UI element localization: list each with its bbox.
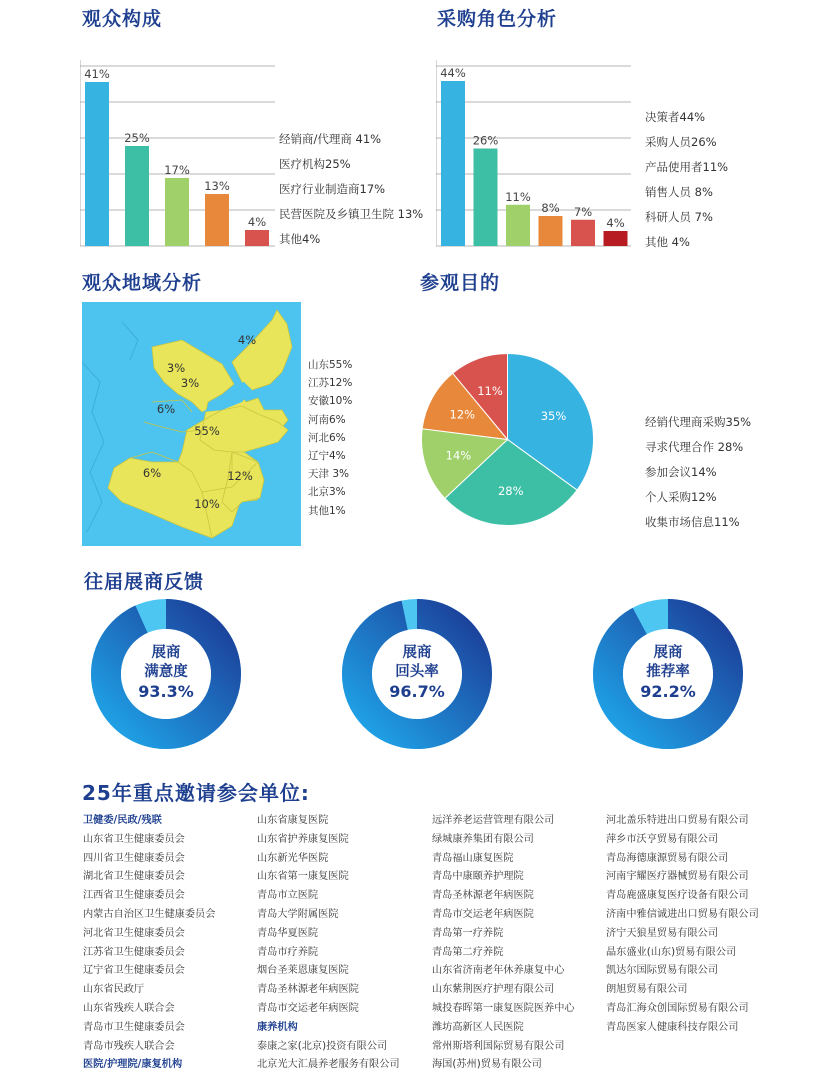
- map-region-label: 55%: [194, 424, 220, 438]
- region-legend-item: 安徽10%: [308, 395, 353, 408]
- region-legend-item: 河北6%: [308, 431, 346, 444]
- org-list-item: 常州斯塔利国际贸易有限公司: [432, 1040, 565, 1052]
- audience-bar-chart: [80, 40, 275, 250]
- org-list-item: 内蒙古自治区卫生健康委员会: [83, 908, 216, 920]
- org-list-item: 湖北省卫生健康委员会: [83, 871, 185, 883]
- recommend-rate-value: 92.2%: [640, 682, 696, 701]
- org-list-item: 山东新光华医院: [257, 852, 329, 864]
- return-rate-label: [362, 644, 472, 701]
- recommend-rate-line1: 展商: [653, 645, 683, 661]
- org-list-item: 烟台圣莱恩康复医院: [257, 965, 349, 977]
- buyer-legend-item: 科研人员 7%: [645, 210, 713, 224]
- audience-legend-item: 经销商/代理商 41%: [279, 132, 382, 146]
- org-list-item: 青岛市交运老年病医院: [257, 1002, 359, 1014]
- org-list-item: 青岛大学附属医院: [257, 908, 339, 920]
- audience-legend-item: 医疗机构25%: [279, 157, 351, 171]
- org-list-item: 泰康之家(北京)投资有限公司: [257, 1040, 388, 1052]
- org-list-item: 城投春晖第一康复医院医养中心: [432, 1002, 575, 1014]
- org-list-item: 青岛市疗养院: [257, 946, 319, 958]
- org-list-item: 青岛第一疗养院: [432, 927, 504, 939]
- buyer-bar-label: 44%: [440, 66, 466, 80]
- org-category-heading: 卫健委/民政/残联: [83, 815, 162, 826]
- org-list-item: 青岛海德康源贸易有限公司: [606, 852, 729, 864]
- buyer-bar: [506, 205, 530, 246]
- org-list-item: 绿城康养集团有限公司: [432, 833, 534, 845]
- org-list-item: 青岛中康颐养护理院: [432, 871, 524, 883]
- map-region-label: 4%: [237, 333, 257, 347]
- pie-slice-label: 14%: [445, 448, 472, 463]
- org-list-item: 河北盖乐特进出口贸易有限公司: [606, 815, 749, 826]
- org-list-item: 辽宁省卫生健康委员会: [83, 965, 185, 977]
- audience-legend-item: 其他4%: [279, 232, 321, 246]
- org-list-item: 济宁天狼星贸易有限公司: [606, 927, 719, 939]
- org-column-4: [606, 812, 759, 1038]
- buyer-bar-label: 26%: [472, 133, 499, 148]
- org-list-item: 海国(苏州)贸易有限公司: [432, 1059, 542, 1071]
- org-list-item: 潍坊高新区人民医院: [432, 1021, 524, 1033]
- buyer-bar: [441, 81, 465, 246]
- org-list-item: 江苏省卫生健康委员会: [83, 946, 185, 958]
- buyer-bar-label: 7%: [573, 204, 593, 219]
- purpose-legend-item: 收集市场信息11%: [645, 515, 740, 529]
- org-list-item: 萍乡市沃亨贸易有限公司: [606, 833, 719, 845]
- region-legend-item: 江苏12%: [308, 377, 353, 390]
- buyer-legend-item: 采购人员26%: [645, 135, 717, 149]
- buyer-roles-legend: [645, 105, 728, 255]
- audience-bar-label: 4%: [247, 215, 267, 229]
- purpose-legend: [645, 410, 751, 535]
- pie-slice-label: 12%: [449, 407, 476, 422]
- org-category-heading: 医院/护理院/康复机构: [83, 1059, 183, 1071]
- org-list-item: 青岛华夏医院: [257, 927, 319, 939]
- return-rate-line2: 回头率: [395, 664, 439, 680]
- buyer-bar: [474, 149, 498, 247]
- audience-bar: [85, 82, 109, 246]
- org-list-item: 山东省济南老年休养康复中心: [432, 965, 565, 977]
- region-title: 观众地域分析: [82, 272, 203, 294]
- satisfaction-line1: 展商: [151, 645, 181, 661]
- org-list-item: 青岛市残疾人联合会: [83, 1040, 175, 1052]
- satisfaction-label: [111, 644, 221, 701]
- org-list-item: 山东紫荆医疗护理有限公司: [432, 984, 555, 996]
- purpose-pie-chart: [420, 352, 595, 527]
- map-region-label: 3%: [180, 376, 200, 390]
- region-legend-item: 辽宁4%: [308, 450, 346, 463]
- org-list-item: 晶东盛业(山东)贸易有限公司: [606, 946, 737, 958]
- buyer-roles-bar-chart: [436, 40, 631, 250]
- org-list-item: 山东省护养康复医院: [257, 833, 349, 845]
- purpose-legend-item: 经销代理商采购35%: [645, 415, 752, 429]
- region-legend-item: 天津 3%: [308, 468, 349, 481]
- return-rate-line1: 展商: [402, 645, 432, 661]
- audience-bar-label: 25%: [124, 131, 150, 145]
- buyer-legend-item: 决策者44%: [645, 110, 706, 124]
- region-map: [82, 302, 301, 546]
- buyer-roles-title: 采购角色分析: [437, 8, 558, 30]
- org-list-item: 远洋养老运营管理有限公司: [432, 815, 555, 826]
- org-list-item: 青岛圣林源老年病医院: [257, 984, 359, 996]
- buyer-bar-label: 8%: [541, 201, 560, 215]
- purpose-legend-item: 个人采购12%: [645, 490, 717, 504]
- org-list-item: 青岛医家人健康科技存限公司: [606, 1021, 739, 1033]
- org-list-item: 河北省卫生健康委员会: [83, 927, 185, 939]
- buyer-bar: [571, 220, 595, 246]
- audience-bar: [245, 230, 269, 246]
- satisfaction-value: 93.3%: [138, 682, 194, 701]
- pie-slice-label: 28%: [497, 483, 524, 498]
- map-region-label: 10%: [194, 497, 220, 511]
- org-list-item: 凯达尔国际贸易有限公司: [606, 965, 719, 977]
- org-list-item: 北京光大汇晨养老服务有限公司: [257, 1059, 400, 1071]
- audience-bar-label: 17%: [164, 163, 190, 177]
- org-list-item: 江西省卫生健康委员会: [83, 890, 185, 902]
- org-list-item: 济南中雅信诚进出口贸易有限公司: [606, 908, 759, 920]
- org-list-item: 山东省民政厅: [83, 984, 145, 996]
- return-rate-value: 96.7%: [389, 682, 445, 701]
- buyer-legend-item: 其他 4%: [645, 235, 690, 249]
- audience-legend-item: 医疗行业制造商17%: [279, 182, 386, 196]
- org-column-3: [432, 812, 575, 1075]
- org-list-item: 四川省卫生健康委员会: [83, 852, 185, 864]
- org-list-item: 朗旭贸易有限公司: [606, 984, 688, 996]
- purpose-legend-item: 参加会议14%: [645, 465, 717, 479]
- org-list-item: 山东省残疾人联合会: [83, 1002, 175, 1014]
- audience-bar: [205, 194, 229, 246]
- org-list-item: 青岛鹿盛康复医疗设备有限公司: [606, 890, 749, 902]
- buyer-bar: [604, 231, 628, 246]
- org-list-item: 山东省第一康复医院: [257, 871, 349, 883]
- audience-bar-label: 41%: [84, 67, 110, 81]
- audience-legend: [279, 127, 423, 252]
- purpose-legend-item: 寻求代理合作 28%: [645, 440, 744, 454]
- region-legend: [308, 356, 352, 520]
- buyer-bar-label: 4%: [606, 216, 625, 230]
- map-region-label: 3%: [166, 361, 186, 375]
- recommend-rate-label: [613, 644, 723, 701]
- region-legend-item: 其他1%: [308, 504, 346, 517]
- org-list-item: 青岛第二疗养院: [432, 946, 504, 958]
- map-region-label: 6%: [142, 466, 162, 480]
- audience-title: 观众构成: [82, 8, 163, 30]
- org-list-item: 青岛圣林源老年病医院: [432, 890, 534, 902]
- org-list-item: 青岛福山康复医院: [432, 852, 514, 864]
- region-legend-item: 北京3%: [308, 486, 346, 499]
- org-list-item: 青岛市卫生健康委员会: [83, 1021, 185, 1033]
- org-list-item: 山东省康复医院: [257, 815, 329, 826]
- purpose-title: 参观目的: [420, 272, 501, 294]
- region-legend-item: 河南6%: [308, 413, 346, 426]
- org-list-item: 青岛汇海众创国际贸易有限公司: [606, 1002, 749, 1014]
- buyer-legend-item: 销售人员 8%: [645, 185, 713, 199]
- audience-bar: [165, 178, 189, 246]
- audience-bar: [125, 146, 149, 246]
- buyer-bar: [539, 216, 563, 246]
- pie-slice-label: 35%: [540, 409, 567, 424]
- org-column-2: [257, 812, 400, 1075]
- region-legend-item: 山东55%: [308, 359, 353, 371]
- invited-title: 25年重点邀请参会单位:: [82, 781, 310, 805]
- buyer-bar-label: 11%: [505, 189, 531, 204]
- feedback-title: 往届展商反馈: [84, 571, 205, 593]
- audience-bar-label: 13%: [204, 179, 230, 193]
- audience-legend-item: 民营医院及乡镇卫生院 13%: [279, 207, 424, 221]
- map-region-label: 12%: [227, 469, 253, 483]
- org-list-item: 青岛市立医院: [257, 890, 319, 902]
- org-category-heading: 康养机构: [257, 1021, 298, 1033]
- org-list-item: 山东省卫生健康委员会: [83, 833, 185, 845]
- org-list-item: 河南宇耀医疗器械贸易有限公司: [606, 871, 749, 883]
- map-region-label: 6%: [156, 402, 176, 416]
- buyer-legend-item: 产品使用者11%: [645, 160, 729, 174]
- pie-slice-label: 11%: [477, 383, 503, 398]
- org-list-item: 青岛市交运老年病医院: [432, 908, 534, 920]
- recommend-rate-line2: 推荐率: [646, 664, 690, 680]
- satisfaction-line2: 满意度: [144, 664, 188, 680]
- org-column-1: [83, 812, 215, 1075]
